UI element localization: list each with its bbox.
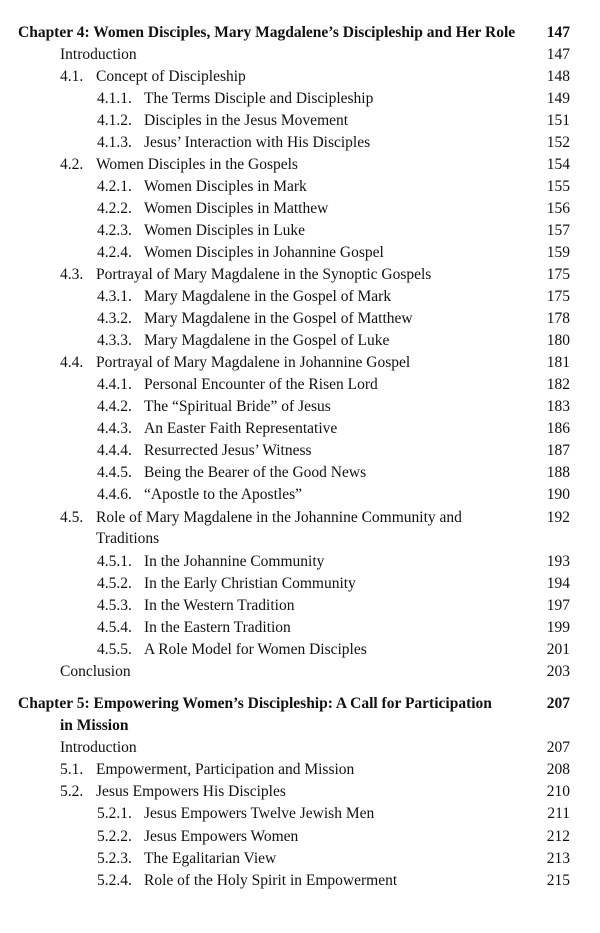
chapter-title: Chapter 5: Empowering Women’s Discipleship: A Call for Participation	[18, 695, 492, 712]
entry-number: 5.1.	[60, 761, 84, 778]
entry-title: Women Disciples in Mark	[144, 178, 307, 195]
entry-number: 4.5.1.	[97, 553, 132, 570]
entry-title: Empowerment, Participation and Mission	[96, 761, 355, 778]
entry-number: 4.3.1.	[97, 288, 132, 305]
entry-number: 4.1.	[60, 68, 84, 85]
entry-title: Mary Magdalene in the Gospel of Matthew	[144, 310, 413, 327]
entry-number: 4.2.1.	[97, 178, 132, 195]
entry-number: 5.2.4.	[97, 872, 132, 889]
chapter-title-continued: in Mission	[60, 717, 129, 734]
page-number: 149	[546, 90, 570, 107]
page-number: 175	[546, 266, 570, 283]
page-number: 151	[546, 112, 570, 129]
page-number: 203	[546, 663, 570, 680]
page-number: 210	[546, 783, 570, 800]
page-number: 181	[546, 354, 570, 371]
page-number: 212	[546, 828, 570, 845]
entry-title: Mary Magdalene in the Gospel of Mark	[144, 288, 392, 305]
entry-title: “Apostle to the Apostles”	[144, 486, 302, 503]
entry-title: In the Johannine Community	[144, 553, 325, 570]
entry-number: 4.5.5.	[97, 641, 132, 658]
entry-title: Introduction	[60, 46, 137, 63]
entry-number: 4.4.6.	[97, 486, 132, 503]
entry-number: 4.5.2.	[97, 575, 132, 592]
entry-title: Portrayal of Mary Magdalene in Johannine Gospel	[96, 354, 411, 371]
page-number: 154	[546, 156, 570, 173]
entry-title: In the Early Christian Community	[144, 575, 356, 592]
page-number: 199	[546, 619, 570, 636]
entry-number: 4.5.4.	[97, 619, 132, 636]
page-number: 208	[546, 761, 570, 778]
entry-title: Concept of Discipleship	[96, 68, 246, 85]
entry-number: 4.4.3.	[97, 420, 132, 437]
page-number: 147	[546, 24, 570, 41]
entry-number: 4.4.1.	[97, 376, 132, 393]
page-number: 201	[546, 641, 570, 658]
entry-title: Introduction	[60, 739, 137, 756]
page-number: 215	[546, 872, 570, 889]
entry-title: Women Disciples in Matthew	[144, 200, 329, 217]
entry-title: Mary Magdalene in the Gospel of Luke	[144, 332, 390, 349]
entry-number: 4.4.2.	[97, 398, 132, 415]
entry-title: A Role Model for Women Disciples	[144, 641, 367, 658]
page-number: 147	[546, 46, 570, 63]
entry-title: Jesus Empowers Twelve Jewish Men	[144, 805, 375, 822]
entry-title: Women Disciples in Luke	[144, 222, 306, 239]
entry-title: In the Eastern Tradition	[144, 619, 291, 636]
page-number: 156	[546, 200, 570, 217]
page-number: 192	[546, 509, 570, 526]
entry-number: 5.2.3.	[97, 850, 132, 867]
entry-number: 4.2.4.	[97, 244, 132, 261]
page-number: 183	[546, 398, 570, 415]
entry-number: 4.2.3.	[97, 222, 132, 239]
entry-number: 4.4.	[60, 354, 84, 371]
page-number: 190	[546, 486, 570, 503]
entry-title: Women Disciples in Johannine Gospel	[144, 244, 384, 261]
page-number: 157	[546, 222, 570, 239]
entry-title: Jesus’ Interaction with His Disciples	[144, 134, 371, 151]
entry-title: Personal Encounter of the Risen Lord	[144, 376, 378, 393]
page-number: 148	[546, 68, 570, 85]
entry-title: Resurrected Jesus’ Witness	[144, 442, 312, 459]
entry-number: 4.3.2.	[97, 310, 132, 327]
page-number: 211	[547, 805, 570, 822]
page-number: 207	[546, 695, 570, 712]
entry-number: 5.2.2.	[97, 828, 132, 845]
entry-number: 4.1.2.	[97, 112, 132, 129]
entry-number: 4.1.3.	[97, 134, 132, 151]
page-number: 193	[546, 553, 570, 570]
entry-title: Jesus Empowers His Disciples	[96, 783, 286, 800]
entry-title: Portrayal of Mary Magdalene in the Synoptic Gospels	[96, 266, 432, 283]
entry-title: Being the Bearer of the Good News	[144, 464, 367, 481]
page-number: 159	[546, 244, 570, 261]
page-number: 188	[546, 464, 570, 481]
page-number: 194	[546, 575, 570, 592]
entry-title-continued: Traditions	[96, 530, 160, 547]
entry-title: Jesus Empowers Women	[144, 828, 299, 845]
page-number: 155	[546, 178, 570, 195]
page-number: 180	[546, 332, 570, 349]
page-number: 152	[546, 134, 570, 151]
entry-number: 4.5.3.	[97, 597, 132, 614]
chapter-title: Chapter 4: Women Disciples, Mary Magdalene’s Discipleship and Her Role	[18, 24, 516, 41]
page-number: 182	[546, 376, 570, 393]
entry-number: 4.2.	[60, 156, 84, 173]
page-number: 213	[546, 850, 570, 867]
entry-number: 4.1.1.	[97, 90, 132, 107]
entry-number: 4.5.	[60, 509, 84, 526]
entry-number: 4.4.4.	[97, 442, 132, 459]
entry-title: Conclusion	[60, 663, 131, 680]
entry-title: The Terms Disciple and Discipleship	[144, 90, 374, 107]
entry-number: 5.2.	[60, 783, 84, 800]
page-number: 197	[546, 597, 570, 614]
page-number: 207	[546, 739, 570, 756]
entry-title: The Egalitarian View	[144, 850, 277, 867]
entry-title: Role of Mary Magdalene in the Johannine Community and	[96, 509, 462, 526]
entry-title: The “Spiritual Bride” of Jesus	[144, 398, 331, 415]
page-number: 175	[546, 288, 570, 305]
entry-title: In the Western Tradition	[144, 597, 295, 614]
page-number: 178	[546, 310, 570, 327]
entry-title: Role of the Holy Spirit in Empowerment	[144, 872, 398, 889]
page-number: 186	[546, 420, 570, 437]
entry-title: Disciples in the Jesus Movement	[144, 112, 349, 129]
entry-number: 5.2.1.	[97, 805, 132, 822]
entry-title: An Easter Faith Representative	[144, 420, 338, 437]
entry-number: 4.3.3.	[97, 332, 132, 349]
entry-number: 4.3.	[60, 266, 84, 283]
entry-number: 4.4.5.	[97, 464, 132, 481]
page-number: 187	[546, 442, 570, 459]
entry-title: Women Disciples in the Gospels	[96, 156, 298, 173]
entry-number: 4.2.2.	[97, 200, 132, 217]
